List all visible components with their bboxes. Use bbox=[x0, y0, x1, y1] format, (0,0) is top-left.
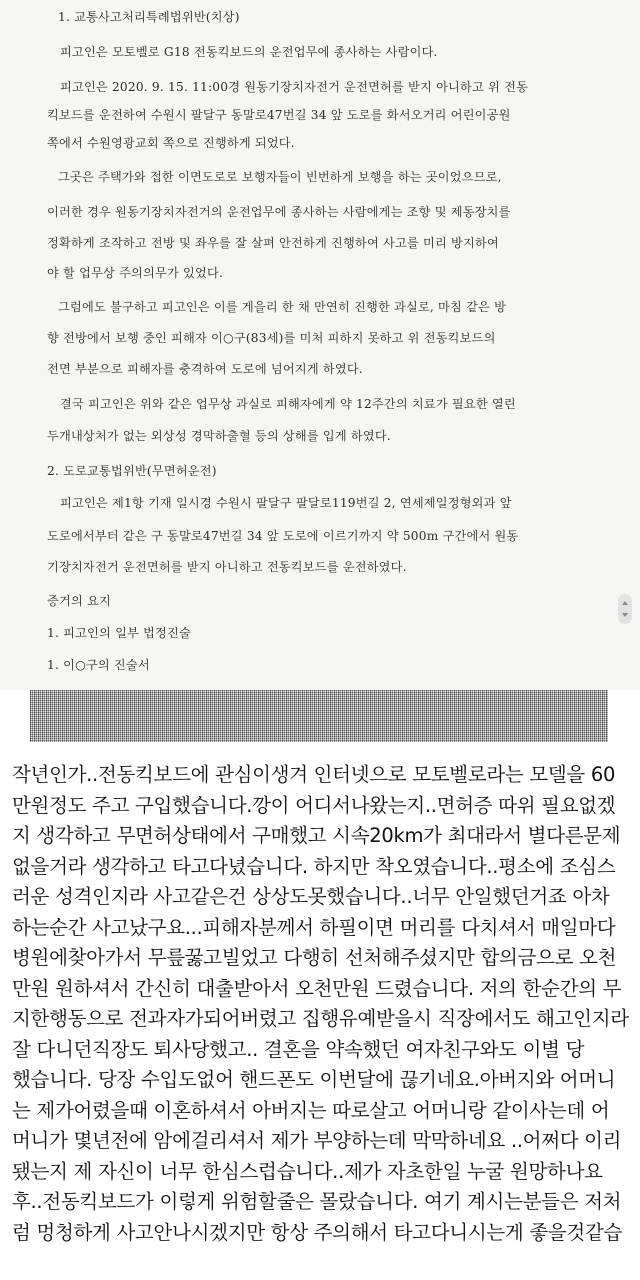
post-line: 병원에찾아가서 무릎꿇고빌었고 다행히 선처해주셨지만 합의금으로 오천 bbox=[12, 946, 617, 969]
scroll-handle-icon[interactable] bbox=[618, 594, 632, 624]
doc-line: 야 할 업무상 주의의무가 있었다. bbox=[47, 266, 224, 280]
post-line: 하는순간 사고났구요...피해자분께서 하필이면 머리를 다치셔서 매일마다 bbox=[12, 915, 616, 939]
doc-line: 향 전방에서 보행 중인 피해자 이○구(83세)를 미처 피하지 못하고 위 전동킥보드의 bbox=[47, 331, 496, 345]
doc-line: 도로에서부터 같은 구 동말로47번길 34 앞 도로에 이르기까지 약 500m 구간에서 원동 bbox=[47, 529, 519, 543]
doc-line: 그곳은 주택가와 접한 이면도로로 보행자들이 빈번하게 보행을 하는 곳이었으므로, bbox=[58, 170, 502, 184]
doc-line: 증거의 요지 bbox=[47, 594, 111, 608]
doc-line: 정확하게 조작하고 전방 및 좌우를 잘 살펴 안전하게 진행하여 사고를 미리 방지하여 bbox=[47, 236, 499, 250]
post-line: 잘 다니던직장도 퇴사당했고.. 결혼을 약속했던 여자친구와도 이별 당 bbox=[12, 1037, 585, 1061]
doc-line: 2. 도로교통법위반(무면허운전) bbox=[47, 464, 217, 478]
doc-line: 1. 교통사고처리특례법위반(치상) bbox=[58, 10, 240, 24]
post-line: 지한행동으로 전과자가되어버렸고 집행유예받을시 직장에서도 해고인지라 bbox=[12, 1007, 629, 1030]
post-line: 됐는지 제 자신이 너무 한심스럽습니다..제가 자초한일 누굴 원망하나요 bbox=[12, 1159, 603, 1183]
post-line: 지 생각하고 무면허상태에서 구매했고 시속20km가 최대라서 별다른문제 bbox=[12, 824, 621, 847]
doc-line: 전면 부분으로 피해자를 충격하여 도로에 넘어지게 하였다. bbox=[47, 362, 363, 376]
doc-line: 기장치자전거 운전면허를 받지 아니하고 전동킥보드를 운전하였다. bbox=[47, 560, 407, 574]
post-body bbox=[12, 760, 632, 1248]
post-line: 만원 원하셔서 간신히 대출받아서 오천만원 드렸습니다. 저의 한순간의 무 bbox=[12, 976, 622, 1000]
doc-line: 그럼에도 불구하고 피고인은 이를 게을리 한 채 만연히 진행한 과실로, 마침 같은 방 bbox=[58, 300, 507, 314]
post-line: 럼 멍청하게 사고안나시겠지만 항상 주의해서 타고다니시는게 좋을것같습 bbox=[12, 1220, 623, 1244]
post-line: 머니가 몇년전에 암에걸리셔서 제가 부양하는데 막막하네요 ..어쩌다 이리 bbox=[12, 1129, 622, 1152]
doc-line: 1. 피고인의 일부 법정진술 bbox=[47, 626, 191, 640]
doc-line: 결국 피고인은 위와 같은 업무상 과실로 피해자에게 약 12주간의 치료가 필요한 열린 bbox=[60, 397, 516, 411]
doc-line: 두개내상처가 없는 외상성 경막하출혈 등의 상해를 입게 하였다. bbox=[47, 429, 391, 443]
post-line: 작년인가..전동킥보드에 관심이생겨 인터넷으로 모토벨로라는 모델을 60 bbox=[12, 763, 616, 786]
post-line: 만원정도 주고 구입했습니다.깡이 어디서나왔는지..면허증 따위 필요없겠 bbox=[12, 793, 616, 817]
post-line: 후..전동킥보드가 이렇게 위험할줄은 몰랐습니다. 여기 계시는분들은 저처 bbox=[12, 1190, 622, 1213]
doc-line: 피고인은 2020. 9. 15. 11:00경 원동기장치자전거 운전면허를 받지 아니하고 위 전동 bbox=[60, 80, 529, 94]
doc-line: 이러한 경우 원동기장치자전거의 운전업무에 종사하는 사람에게는 조향 및 제동장치를 bbox=[47, 205, 511, 219]
post-line: 했습니다. 당장 수입도없어 핸드폰도 이번달에 끊기네요.아버지와 어머니 bbox=[12, 1068, 616, 1091]
doc-line: 피고인은 모토벨로 G18 전동킥보드의 운전업무에 종사하는 사람이다. bbox=[60, 45, 438, 59]
redacted-block bbox=[30, 690, 608, 742]
doc-line: 피고인은 제1항 기재 일시경 수원시 팔달구 팔달로119번길 2, 연세제일정형외과 앞 bbox=[60, 496, 512, 510]
doc-line: 1. 이○구의 진술서 bbox=[47, 658, 150, 672]
post-line: 는 제가어렸을때 이혼하셔서 아버지는 따로살고 어머니랑 같이사는데 어 bbox=[12, 1098, 610, 1122]
doc-line: 쪽에서 수원영광교회 쪽으로 진행하게 되었다. bbox=[47, 136, 295, 150]
post-line: 없을거라 생각하고 타고다녔습니다. 하지만 착오였습니다..평소에 조심스 bbox=[12, 854, 616, 878]
doc-line: 킥보드를 운전하여 수원시 팔달구 동말로47번길 34 앞 도로를 화서오거리 어린이공원 bbox=[47, 108, 511, 122]
post-line: 러운 성격인지라 사고같은건 상상도못했습니다..너무 안일했던거죠 아차 bbox=[12, 885, 610, 908]
